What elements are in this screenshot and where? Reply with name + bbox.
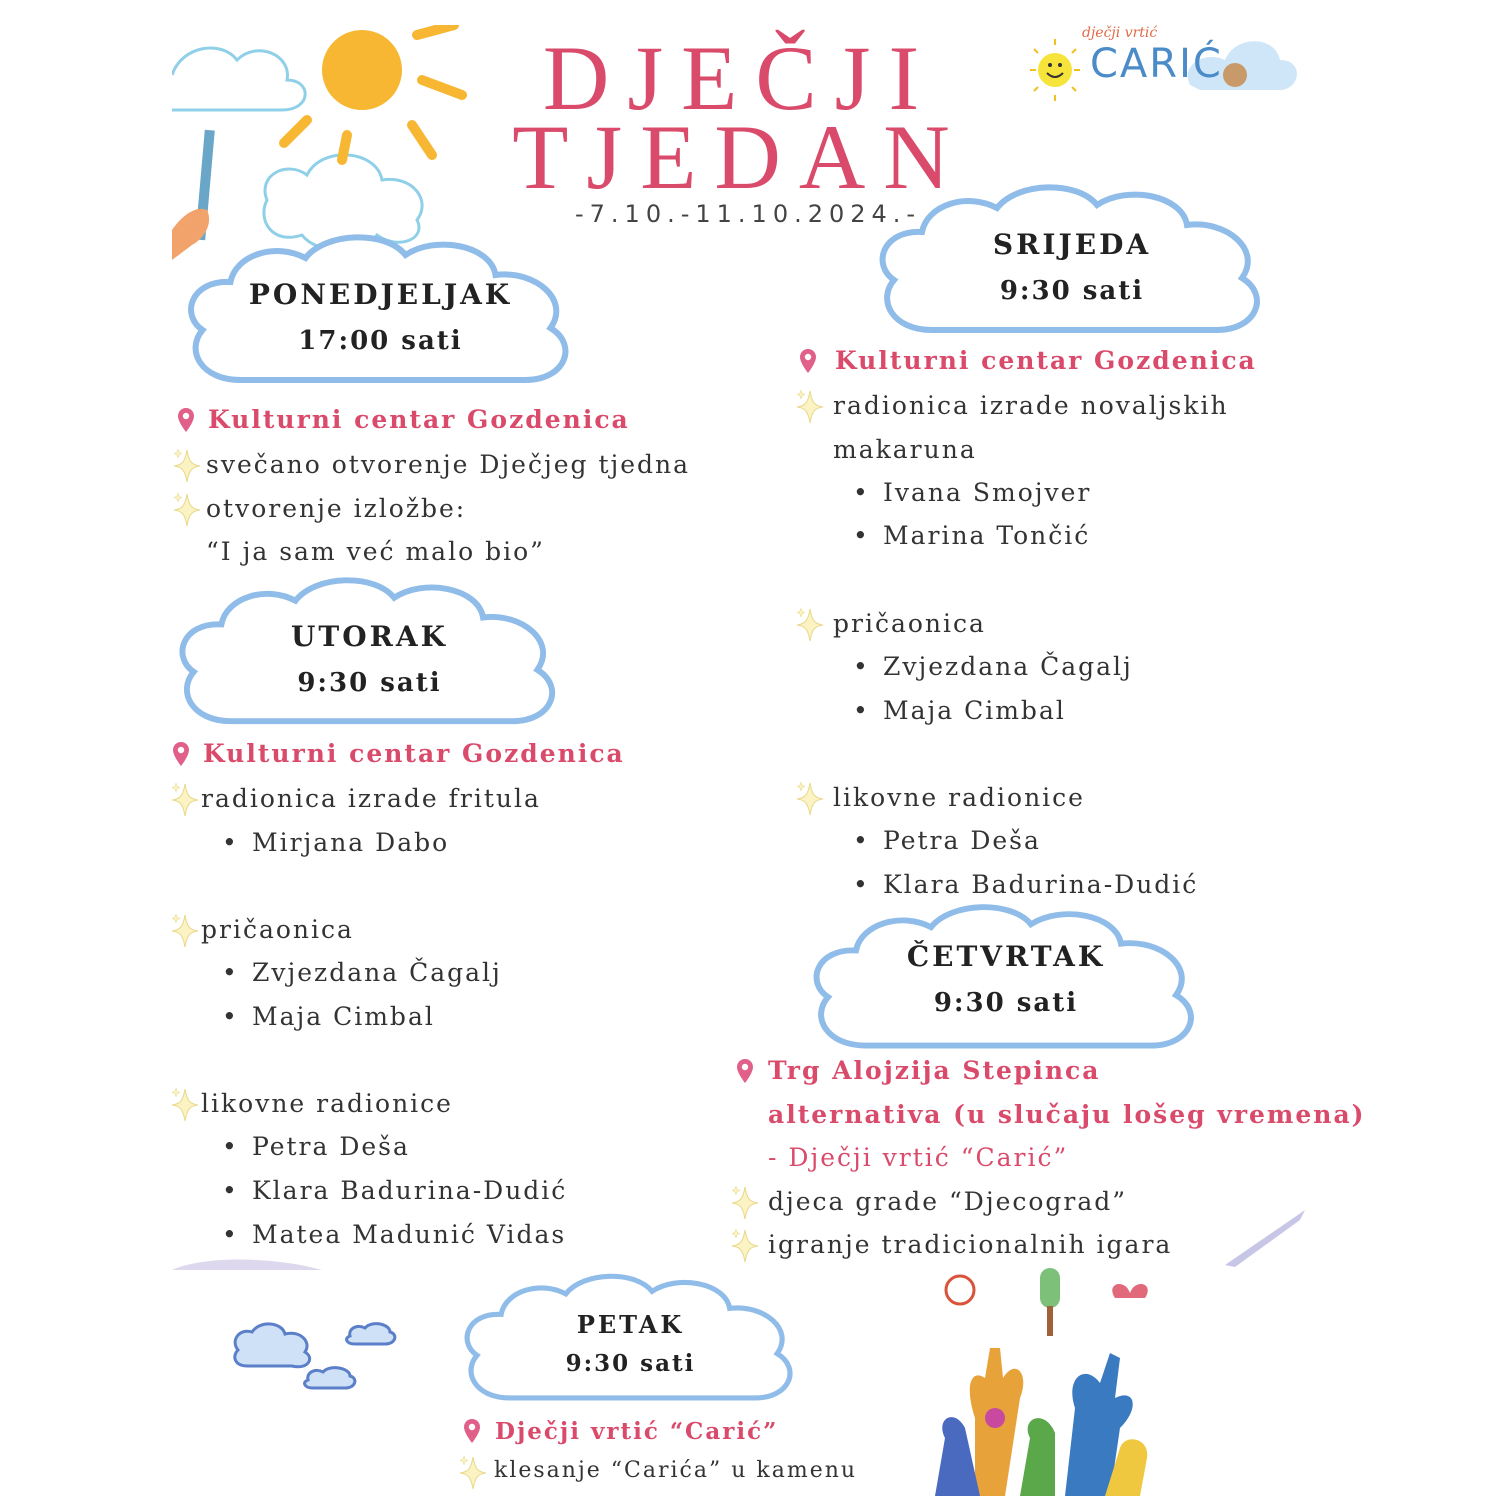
wednesday-person: • Ivana Smojver [883, 478, 1091, 507]
tuesday-activity-1: radionica izrade fritula [201, 784, 541, 813]
thursday-item-1: djeca grade “Djecograd” [768, 1187, 1128, 1216]
monday-cloud [178, 230, 583, 400]
monday-day: PONEDJELJAK [248, 278, 513, 311]
logo-name: CARIĆ [1090, 41, 1223, 87]
wednesday-person: • Klara Badurina-Dudić [883, 870, 1198, 899]
logo [1030, 25, 1300, 105]
sparkle-icon [795, 607, 825, 643]
monday-item-2: otvorenje izložbe: [206, 494, 467, 523]
wednesday-person: • Zvjezdana Čagalj [883, 652, 1133, 681]
thursday-alternative-location: - Dječji vrtić “Carić” [768, 1143, 1069, 1172]
wednesday-person: • Petra Deša [883, 826, 1041, 855]
wednesday-location: Kulturni centar Gozdenica [835, 346, 1257, 375]
friday-item-1: klesanje “Carića” u kamenu [494, 1458, 858, 1483]
friday-day: PETAK [576, 1310, 685, 1339]
sparkle-icon [172, 448, 202, 484]
wednesday-time: 9:30 sati [999, 276, 1145, 306]
sparkle-icon [170, 913, 200, 949]
wednesday-activity-2: pričaonica [833, 609, 986, 638]
tuesday-person: • Matea Madunić Vidas [252, 1220, 566, 1249]
location-pin-icon [736, 1058, 754, 1084]
tuesday-person: • Petra Deša [252, 1132, 410, 1161]
title-line2: TJEDAN [512, 106, 968, 208]
thursday-item-2: igranje tradicionalnih igara [768, 1230, 1173, 1259]
tuesday-person: • Klara Badurina-Dudić [252, 1176, 567, 1205]
location-pin-icon [177, 407, 195, 433]
sparkle-icon [170, 782, 200, 818]
tuesday-day: UTORAK [291, 620, 448, 653]
brush-stroke-decoration [1220, 1205, 1310, 1270]
tuesday-person: • Maja Cimbal [252, 1002, 435, 1031]
logo-small-text: dječji vrtić [1082, 25, 1158, 41]
sun-decoration [172, 25, 472, 265]
location-pin-icon [172, 741, 190, 767]
sparkle-icon [458, 1455, 488, 1491]
tuesday-time: 9:30 sati [297, 668, 442, 698]
sparkle-icon [172, 492, 202, 528]
sparkle-icon [730, 1185, 760, 1221]
wednesday-day: SRIJEDA [992, 228, 1152, 261]
friday-time: 9:30 sati [565, 1350, 696, 1377]
tuesday-cloud [172, 572, 567, 742]
monday-time: 17:00 sati [298, 326, 463, 356]
small-clouds-decoration [230, 1318, 400, 1398]
thursday-alternative: alternativa (u slučaju lošeg vremena) [768, 1100, 1366, 1129]
wednesday-activity-3: likovne radionice [833, 783, 1085, 812]
location-pin-icon [799, 348, 817, 374]
tuesday-person: • Zvjezdana Čagalj [252, 958, 502, 987]
thursday-location: Trg Alojzija Stepinca [768, 1056, 1101, 1085]
thursday-cloud [806, 900, 1206, 1065]
location-pin-icon [463, 1418, 481, 1444]
monday-quote: “I ja sam već malo bio” [206, 537, 545, 566]
bottom-divider-decoration [172, 1255, 322, 1269]
sparkle-icon [795, 781, 825, 817]
friday-cloud [458, 1270, 803, 1415]
wednesday-activity-1-cont: makaruna [833, 435, 977, 464]
hands-illustration [935, 1268, 1170, 1496]
tuesday-activity-2: pričaonica [201, 915, 354, 944]
tuesday-location: Kulturni centar Gozdenica [203, 739, 625, 768]
wednesday-activity-1: radionica izrade novaljskih [833, 391, 1229, 420]
title-line1: DJEČJI [542, 27, 938, 129]
monday-location: Kulturni centar Gozdenica [208, 405, 630, 434]
sparkle-icon [795, 389, 825, 425]
event-dates: -7.10.-11.10.2024.- [575, 200, 922, 228]
thursday-time: 9:30 sati [933, 988, 1079, 1018]
wednesday-person: • Marina Tončić [883, 521, 1090, 550]
tuesday-activity-3: likovne radionice [201, 1089, 453, 1118]
thursday-day: ČETVRTAK [906, 940, 1106, 973]
wednesday-person: • Maja Cimbal [883, 696, 1066, 725]
wednesday-cloud [872, 180, 1272, 350]
tuesday-person: • Mirjana Dabo [252, 828, 449, 857]
sparkle-icon [730, 1228, 760, 1264]
monday-item-1: svečano otvorenje Dječjeg tjedna [206, 450, 691, 479]
friday-location: Dječji vrtić “Carić” [495, 1418, 779, 1445]
sparkle-icon [170, 1087, 200, 1123]
